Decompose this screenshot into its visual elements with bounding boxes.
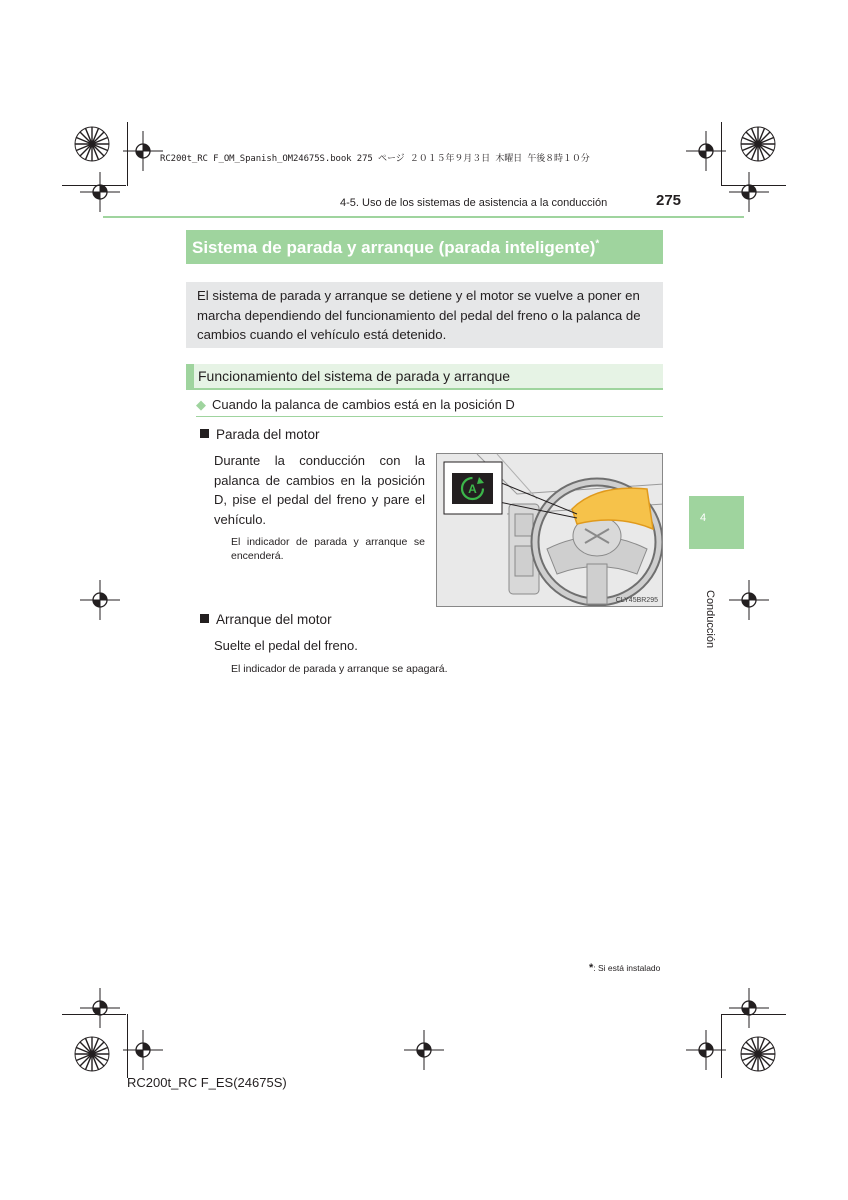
footnote-mark: * [589,962,594,974]
figure-code: CLY45BR295 [615,597,658,604]
footer-model-code: RC200t_RC F_ES(24675S) [127,1075,287,1090]
condition-row [196,397,515,413]
subheading-bar [186,364,663,390]
intro-box [186,282,663,348]
page-number: 275 [656,192,682,209]
sunburst-registration-icon [738,1034,778,1074]
start-heading [200,612,332,627]
svg-text:A: A [468,482,477,496]
crosshair-registration-icon [686,131,726,171]
chapter-number: 4 [700,512,707,524]
crosshair-registration-icon [729,172,769,212]
chapter-label: Conducción [704,590,716,649]
sunburst-registration-icon [738,124,778,164]
section-header: 4-5. Uso de los sistemas de asistencia a la conducción [340,197,608,209]
page-title-bar [186,230,663,264]
diamond-bullet-icon: ◆ [196,397,206,412]
crosshair-registration-icon [404,1030,444,1070]
start-note: El indicador de parada y arranque se apagará. [231,663,448,675]
chapter-tab [689,496,744,549]
header-rule [103,216,744,218]
crosshair-registration-icon [80,580,120,620]
sunburst-registration-icon [72,1034,112,1074]
stop-start-indicator-icon [459,475,486,502]
intro-text: El sistema de parada y arranque se detiene y el motor se vuelve a poner en marcha dependiendo del funcionamiento del pedal del freno o la palanca de cambios cuando el vehículo está detenido. [197,288,641,342]
crosshair-registration-icon [123,131,163,171]
crosshair-registration-icon [729,580,769,620]
crosshair-registration-icon [729,988,769,1028]
start-body-text: Suelte el pedal del freno. [214,638,358,653]
crosshair-registration-icon [686,1030,726,1070]
stop-body-text: Durante la conducción con la palanca de cambios en la posición D, pise el pedal del freno y pare el vehículo. [214,453,425,527]
stop-heading-text: Parada del motor [216,427,320,442]
condition-text: Cuando la palanca de cambios está en la posición D [212,397,515,412]
sunburst-registration-icon [72,124,112,164]
stop-heading [200,427,320,442]
footnote [589,962,660,974]
title-footnote-mark: * [595,238,600,250]
crosshair-registration-icon [123,1030,163,1070]
crosshair-registration-icon [80,172,120,212]
subheading: Funcionamiento del sistema de parada y arranque [198,368,511,384]
crosshair-registration-icon [80,988,120,1028]
page-title [192,238,599,258]
condition-rule [196,416,663,417]
start-heading-text: Arranque del motor [216,612,332,627]
stop-note: El indicador de parada y arranque se encenderá. [231,536,425,562]
page-title-text: Sistema de parada y arranque (parada inteligente) [192,238,596,257]
dashboard-figure [436,453,663,607]
square-bullet-icon [200,429,209,438]
file-info-bar: RC200t_RC F_OM_Spanish_OM24675S.book 275 ページ ２０１５年９月３日 木曜日 午後８時１０分 [160,154,590,164]
square-bullet-icon [200,614,209,623]
footnote-text: : Si está instalado [593,963,661,973]
